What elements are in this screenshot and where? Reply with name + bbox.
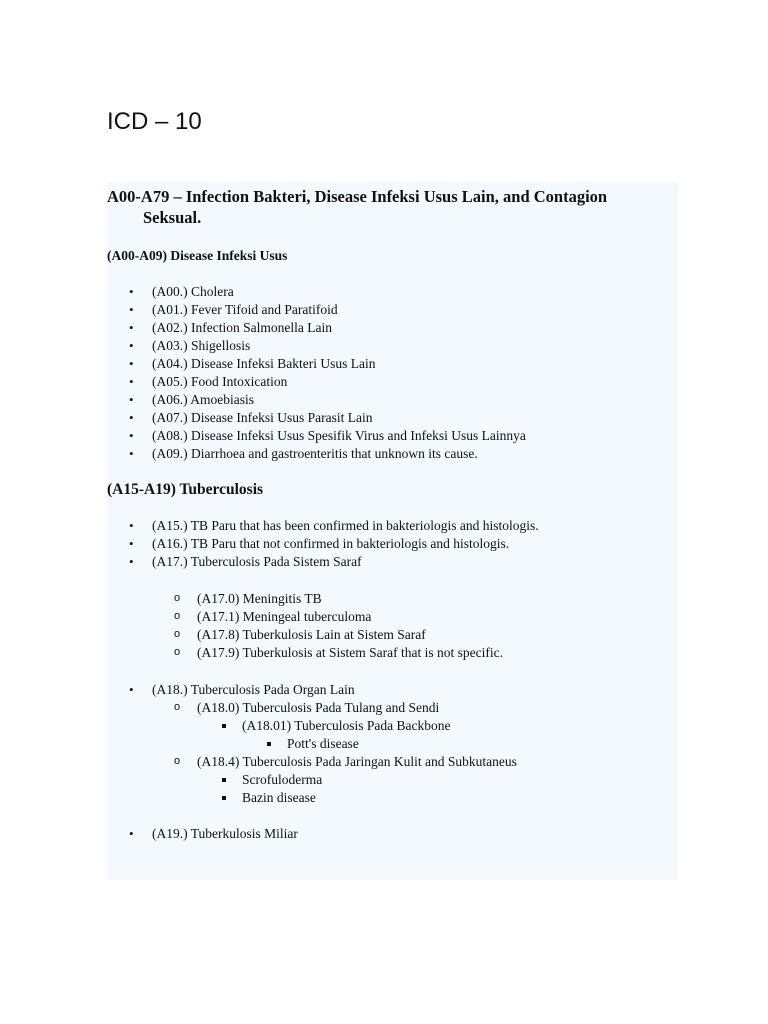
list-item: • (A01.) Fever Tifoid and Paratifoid: [107, 301, 526, 319]
list-item: • (A05.) Food Intoxication: [107, 373, 526, 391]
list-item: o (A18.0) Tuberculosis Pada Tulang and Sendi: [197, 699, 439, 717]
a19-list: [107, 825, 298, 843]
list-item: (A18.01) Tuberculosis Pada Backbone: [242, 718, 451, 733]
list-item: o (A17.0) Meningitis TB: [197, 590, 503, 608]
list-item: • (A04.) Disease Infeksi Bakteri Usus Lain: [107, 355, 526, 373]
list-item: • (A16.) TB Paru that not confirmed in bakteriologis and histologis.: [107, 535, 539, 553]
list-item: • (A15.) TB Paru that has been confirmed in bakteriologis and histologis.: [107, 517, 539, 535]
section-heading-line1: A00-A79 – Infection Bakteri, Disease Infeksi Usus Lain, and Contagion: [107, 187, 608, 206]
list-item: o (A18.4) Tuberculosis Pada Jaringan Kulit and Subkutaneus: [197, 753, 517, 771]
list-item: • (A06.) Amoebiasis: [107, 391, 526, 409]
a18-01-list: [242, 717, 450, 735]
group1-heading: (A00-A09) Disease Infeksi Usus: [107, 248, 288, 263]
group2-list: [107, 517, 539, 571]
list-item: Pott's disease: [287, 736, 359, 751]
a17-sublist: [197, 590, 503, 662]
list-item: • (A02.) Infection Salmonella Lain: [107, 319, 526, 337]
list-item: • (A07.) Disease Infeksi Usus Parasit Lain: [107, 409, 526, 427]
list-item: • (A03.) Shigellosis: [107, 337, 526, 355]
a18-4-sublist: [242, 771, 322, 807]
document-title: ICD – 10: [107, 108, 202, 135]
section-heading: [107, 186, 678, 228]
a18-4-list: [197, 753, 517, 771]
a18-0-list: [197, 699, 439, 717]
list-item: o (A17.8) Tuberkulosis Lain at Sistem Saraf: [197, 626, 503, 644]
list-item: • (A08.) Disease Infeksi Usus Spesifik Virus and Infeksi Usus Lainnya: [107, 427, 526, 445]
list-item: • (A18.) Tuberculosis Pada Organ Lain: [107, 681, 355, 699]
list-item: Bazin disease: [242, 789, 322, 807]
a18-list: [107, 681, 355, 699]
list-item: • (A19.) Tuberkulosis Miliar: [107, 825, 298, 843]
potts-list: [287, 735, 359, 753]
list-item: o (A17.9) Tuberkulosis at Sistem Saraf that is not specific.: [197, 644, 503, 662]
section-heading-line2: Seksual.: [143, 208, 202, 227]
group2-heading: (A15-A19) Tuberculosis: [107, 481, 264, 498]
list-item: o (A17.1) Meningeal tuberculoma: [197, 608, 503, 626]
list-item: • (A17.) Tuberculosis Pada Sistem Saraf: [107, 553, 539, 571]
list-item: • (A00.) Cholera: [107, 283, 526, 301]
list-item: Scrofuloderma: [242, 772, 323, 787]
list-item: • (A09.) Diarrhoea and gastroenteritis that unknown its cause.: [107, 445, 526, 463]
group1-list: [107, 283, 526, 463]
